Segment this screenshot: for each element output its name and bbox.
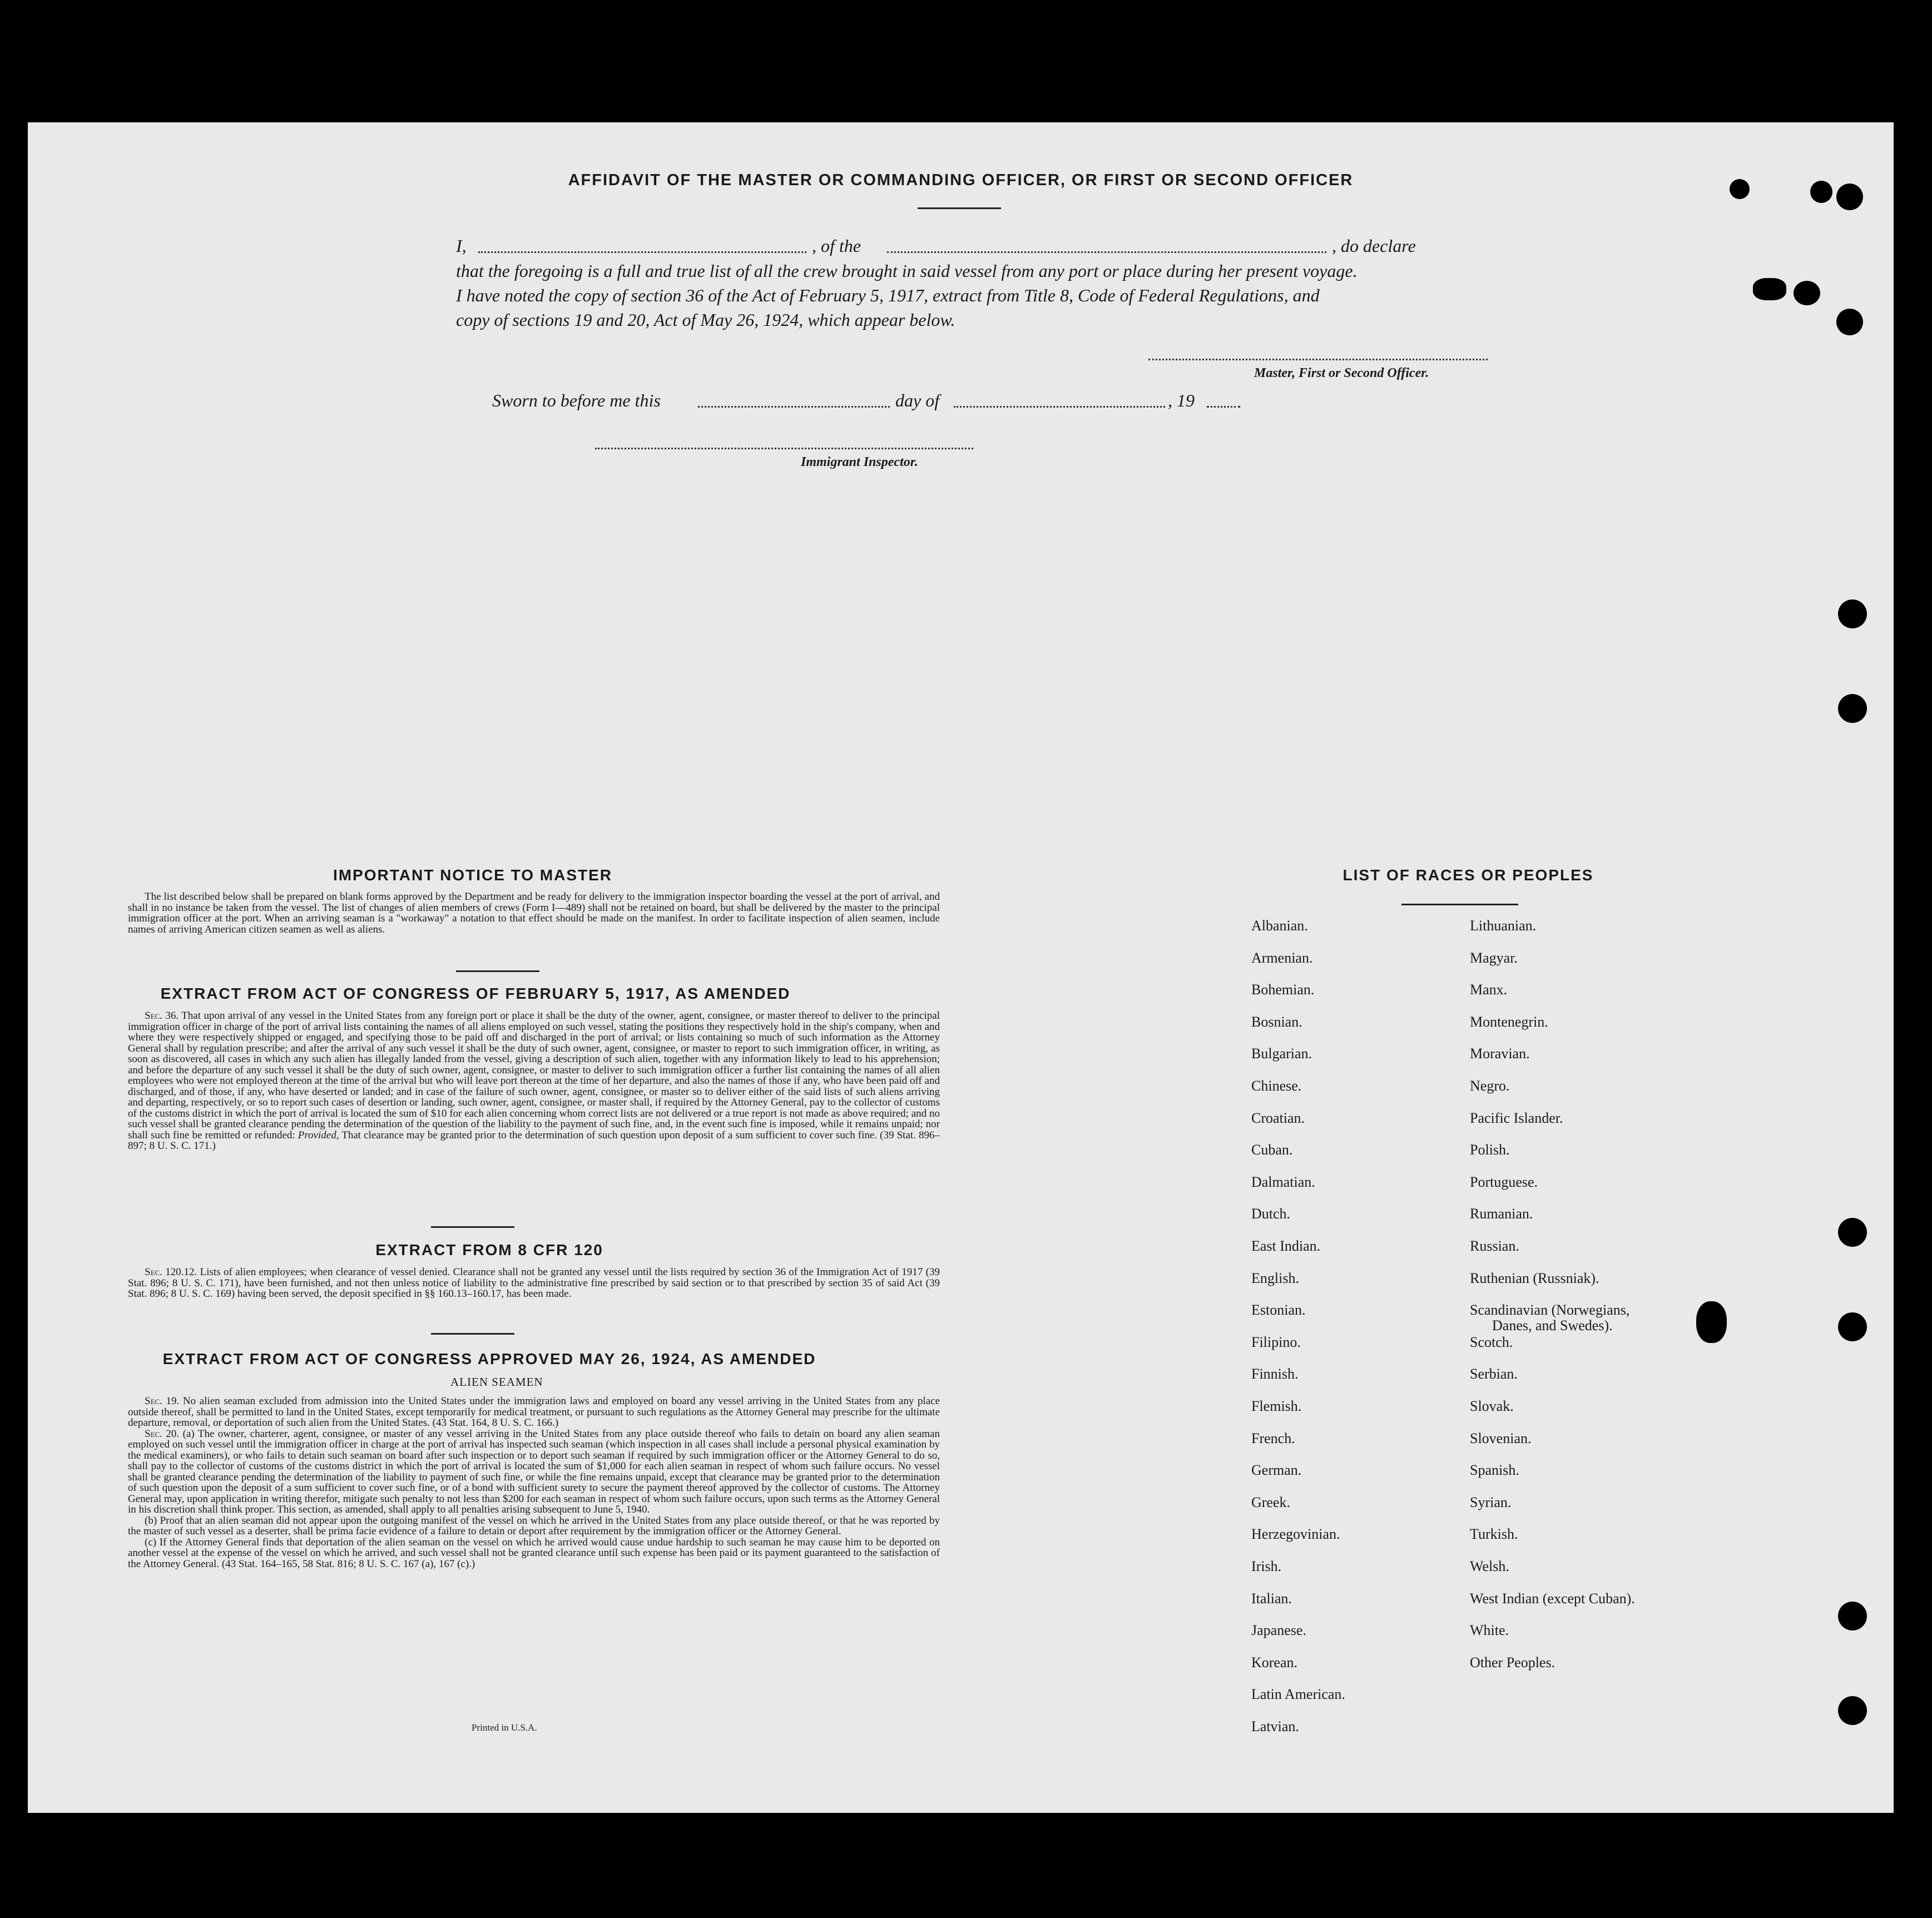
- binder-hole: [1838, 1696, 1867, 1725]
- race-item: Danes, and Swedes).: [1492, 1317, 1613, 1334]
- race-item: Magyar.: [1470, 949, 1518, 966]
- race-item: French.: [1251, 1430, 1295, 1446]
- race-item: Estonian.: [1251, 1302, 1306, 1319]
- race-item: Cuban.: [1251, 1142, 1293, 1158]
- notice-title: IMPORTANT NOTICE TO MASTER: [333, 866, 613, 884]
- binder-hole: [1838, 1218, 1867, 1247]
- race-item: Filipino.: [1251, 1334, 1301, 1350]
- race-item: Serbian.: [1470, 1366, 1518, 1382]
- race-item: Syrian.: [1470, 1494, 1512, 1510]
- race-item: Chinese.: [1251, 1078, 1302, 1094]
- race-item: Dutch.: [1251, 1206, 1291, 1222]
- affidavit-title: AFFIDAVIT OF THE MASTER OR COMMANDING OFFICER, OR FIRST OR SECOND OFFICER: [568, 171, 1354, 189]
- race-item: Irish.: [1251, 1558, 1282, 1574]
- extract-1924-title: EXTRACT FROM ACT OF CONGRESS APPROVED MAY 26, 1924, AS AMENDED: [162, 1350, 816, 1367]
- name-blank[interactable]: [478, 251, 806, 253]
- divider: [456, 970, 539, 972]
- races-title: LIST OF RACES OR PEOPLES: [1343, 866, 1594, 884]
- binder-hole: [1836, 309, 1863, 335]
- race-item: Ruthenian (Russniak).: [1470, 1270, 1599, 1286]
- extract-cfr-title: EXTRACT FROM 8 CFR 120: [375, 1241, 603, 1258]
- race-item: Scandinavian (Norwegians,: [1470, 1302, 1630, 1319]
- race-item: White.: [1470, 1622, 1509, 1639]
- race-item: Turkish.: [1470, 1526, 1518, 1543]
- binder-hole: [1838, 1602, 1867, 1630]
- race-item: Finnish.: [1251, 1366, 1299, 1382]
- race-item: Dalmatian.: [1251, 1173, 1315, 1190]
- inspector-label: Immigrant Inspector.: [801, 455, 918, 469]
- extract-1917-title: EXTRACT FROM ACT OF CONGRESS OF FEBRUARY 5, 1917, AS AMENDED: [160, 985, 791, 1002]
- binder-hole: [1810, 181, 1832, 203]
- race-item: East Indian.: [1251, 1238, 1321, 1254]
- divider: [1401, 904, 1518, 905]
- ink-smudge: [1696, 1301, 1727, 1343]
- master-signature-label: Master, First or Second Officer.: [1254, 366, 1429, 380]
- race-item: Bulgarian.: [1251, 1045, 1312, 1062]
- race-item: Montenegrin.: [1470, 1013, 1548, 1030]
- race-item: Flemish.: [1251, 1398, 1302, 1414]
- extract-cfr-body: Sec. 120.12. Lists of alien employees; when clearance of vessel denied. Clearance shall not be granted any vessel until the lists required by section 36 of the Immigration Act of 1917 (39 Stat. 896; 8 U. S. C. 171), have been furnished, and not then unless notice of liability to the administrative fine prescribed by said section or to that prescribed by section 35 of said Act (39 Stat. 896; 8 U. S. C. 169) having been served, the deposit specified in §§ 160.13–160.17, has been made.: [128, 1266, 940, 1300]
- race-item: Portuguese.: [1470, 1173, 1538, 1190]
- binder-hole: [1730, 179, 1750, 199]
- race-item: Latin American.: [1251, 1686, 1345, 1703]
- race-item: Korean.: [1251, 1654, 1298, 1671]
- race-item: Spanish.: [1470, 1462, 1519, 1479]
- race-item: West Indian (except Cuban).: [1470, 1590, 1635, 1607]
- divider: [918, 207, 1001, 209]
- printed-in-usa: Printed in U.S.A.: [472, 1722, 537, 1733]
- vessel-blank[interactable]: [887, 251, 1326, 253]
- race-item: Latvian.: [1251, 1718, 1299, 1734]
- race-item: Slovak.: [1470, 1398, 1514, 1414]
- race-item: German.: [1251, 1462, 1302, 1479]
- race-item: Croatian.: [1251, 1109, 1305, 1126]
- form-sheet: AFFIDAVIT OF THE MASTER OR COMMANDING OFFICER, OR FIRST OR SECOND OFFICER I, , of the , do declare that the foregoing is a full and true list of all the crew brought in said vessel from any port or place during her present voyage. I have noted the copy of section 36 of the Act of February 5, 1917, extract from Title 8, Code of Federal Regulations, and copy of sections 19 and 20, Act of May 26, 1924, which appear below. Master, First or Second Officer. Sworn to before me this day of , 19 Immigrant Inspector. IMPORTANT NOTICE TO MASTER The list described below shall be prepared on blank forms approved by the Department and be ready for delivery to the immigration inspector boarding the vessel at the port of arrival, and shall in no instance be taken from the vessel. The list of changes of alien members of crews (Form I—489) shall not be retained on board, but shall be delivered by the master to the principal immigration officer at the port. When an arriving seaman is a "workaway" a notation to that effect should be made on the manifest. In order to facilitate inspection of alien seamen, include names of arriving American citizen seamen as well as aliens. EXTRACT FROM ACT OF CONGRESS OF FEBRUARY 5, 1917, AS AMENDED Sec. 36. That upon arrival of any vessel in the United States from any foreign port or place it shall be the duty of the owner, agent, consignee, or master thereof to deliver to the principal immigration officer in charge of the port of arrival lists containing the names of all aliens employed on such vessel, stating the positions they respectively hold in the ship's company, when and where they were respectively shipped or engaged, and specifying those to be paid off and discharged in the port of arrival; or lists containing so much of such information as the Attorney General shall by regulation prescribe; and after the arrival of any such vessel it shall be the duty of such owner, agent, consignee, or master to report to such immigration officer, in writing, as soon as discovered, all cases in which any such alien has illegally landed from the vessel, giving a description of such alien, together with any information likely to lead to his apprehension; and before the departure of any such vessel it shall be the duty of such owner, agent, consignee, or master to deliver to such immigration officer a further list containing the names of all alien employees who were not employed thereon at the time of the arrival but who will leave port thereon at the time of her departure, and also the names of those if any, who have been paid off and discharged, and of those, if any, who have deserted or landed; and in case of the failure of such owner, agent, consignee, or master so to deliver either of the said lists of such aliens arriving and departing, respectively, or so to report such cases of desertion or landing, such owner, agent, consignee, or master shall, if required by the Attorney General, pay to the collector of customs of the customs district in which the port of arrival is located the sum of $10 for each alien concerning whom correct lists are not delivered or a true report is not made as above required; and no such vessel shall be granted clearance pending the determination of the question of the liability to the payment of such fine, and, in the event such fine is imposed, while it remains unpaid; nor shall such fine be remitted or refunded: Provided, That clearance may be granted prior to the determination of such question upon deposit of a sum sufficient to cover such fine. (39 Stat. 896–897; 8 U. S. C. 171.) EXTRACT FROM 8 CFR 120 Sec. 120.12. Lists of alien employees; when clearance of vessel denied. Clearance shall not be granted any vessel until the lists required by section 36 of the Immigration Act of 1917 (39 Stat. 896; 8 U. S. C. 171), have been furnished, and not then unless notice of liability to the administrative fine prescribed by said section or to that prescribed by section 35 of said Act (39 Stat. 896; 8 U. S. C. 169) having been served, the deposit specified in §§ 160.13–160.17, has been made. EXTRACT FROM ACT OF CONGRESS APPROVED MAY 26, 1924, AS AMENDED ALIEN SEAMEN Sec. 19. No alien seaman excluded from admission into the United States under the immigration laws and employed on board any vessel arriving in the United States from any place outside thereof, shall be permitted to land in the United States, except temporarily for medical treatment, or pursuant to such regulations as the Attorney General may prescribe for the ultimate departure, removal, or deportation of such alien from the United States. (43 Stat. 164, 8 U. S. C. 166.) Sec. 20. (a) The owner, charterer, agent, consignee, or master of any vessel arriving in the United States from any place outside thereof who fails to detain on board any alien seaman employed on such vessel until the immigration officer in charge at the port of arrival has inspected such seaman (which inspection in all cases shall include a personal physical examination by the medical examiners), or who fails to detain such seaman on board after such inspection or to deport such seaman if required by such immigration officer or the Attorney General to do so, shall pay to the collector of customs of the customs district in which the port of arrival is located the sum of $1,000 for each alien seaman in respect of whom such failure occurs. No vessel shall be granted clearance pending the determination of the liability to payment of such fine, or while the fine remains unpaid, except that clearance may be granted prior to the determination of such question upon the deposit of a sum sufficient to cover such fine, or of a bond with sufficient surety to secure the payment thereof approved by the collector of customs. The Attorney General may, upon application in writing therefor, mitigate such penalty to not less than $200 for each seaman in respect of whom such failure occurs, upon such terms as the Attorney General in his discretion shall think proper. This section, as amended, shall apply to all penalties arising subsequent to June 5, 1940. (b) Proof that an alien seaman did not appear upon the outgoing manifest of the vessel on which he arrived in the United States from any place outside thereof, or that he was reported by the master of such vessel as a deserter, shall be prima facie evidence of a failure to detain or deport after requirement by the immigration officer or the Attorney General. (c) If the Attorney General finds that deportation of the alien seaman on the vessel on which he arrived would cause undue hardship to such seaman he may cause him to be deported on another vessel at the expense of the vessel on which he arrived, and such vessel shall not be granted clearance until such expense has been paid or its payment guaranteed to the satisfaction of the Attorney General. (43 Stat. 164–165, 58 Stat. 816; 8 U. S. C. 167 (a), 167 (c).) Printed in U.S.A. LIST OF RACES OR PEOPLES Albanian. Armenian. Bohemian. Bosnian. Bulgarian. Chinese. Croatian. Cuban. Dalmatian. Dutch. East Indian. English. Estonian. Filipino. Finnish. Flemish. French. German. Greek. Herzegovinian. Irish. Italian. Japanese. Korean. Latin American. Latvian. Lithuanian. Magyar. Manx. Montenegrin. Moravian. Negro. Pacific Islander. Polish. Portuguese. Rumanian. Russian. Ruthenian (Russniak). Scandinavian (Norwegians, Danes, and Swedes). Scotch. Serbian. Slovak. Slovenian. Spanish. Syrian. Turkish. Welsh. West Indian (except Cuban). White. Other Peoples.: [28, 122, 1894, 1813]
- race-item: Scotch.: [1470, 1334, 1513, 1350]
- race-item: Russian.: [1470, 1238, 1519, 1254]
- race-item: Negro.: [1470, 1078, 1510, 1094]
- race-item: Bosnian.: [1251, 1013, 1302, 1030]
- divider: [431, 1333, 514, 1335]
- race-item: Manx.: [1470, 982, 1508, 998]
- race-item: Greek.: [1251, 1494, 1291, 1510]
- sworn-month-blank[interactable]: [954, 406, 1165, 408]
- binder-hole: [1838, 599, 1867, 628]
- sworn-year-blank[interactable]: [1207, 406, 1240, 408]
- inspector-signature-line[interactable]: [595, 448, 973, 449]
- extract-1924-subtitle: ALIEN SEAMEN: [450, 1375, 543, 1389]
- race-item: Bohemian.: [1251, 982, 1315, 998]
- ink-smudge: [1753, 278, 1786, 300]
- race-item: Moravian.: [1470, 1045, 1530, 1062]
- race-item: Armenian.: [1251, 949, 1313, 966]
- race-item: Italian.: [1251, 1590, 1292, 1607]
- race-item: Polish.: [1470, 1142, 1510, 1158]
- race-item: Welsh.: [1470, 1558, 1509, 1574]
- race-item: Pacific Islander.: [1470, 1109, 1563, 1126]
- master-signature-line[interactable]: [1148, 359, 1488, 360]
- sworn-day-blank[interactable]: [698, 406, 890, 408]
- divider: [431, 1226, 514, 1228]
- race-item: English.: [1251, 1270, 1299, 1286]
- notice-body: The list described below shall be prepared on blank forms approved by the Department and be ready for delivery to the immigration inspector boarding the vessel at the port of arrival, and shall in no instance be taken from the vessel. The list of changes of alien members of crews (Form I—489) shall not be retained on board, but shall be delivered by the master to the principal immigration officer at the port. When an arriving seaman is a "workaway" a notation to that effect should be made on the manifest. In order to facilitate inspection of alien seamen, include names of arriving American citizen seamen as well as aliens.: [128, 891, 940, 935]
- race-item: Albanian.: [1251, 918, 1308, 934]
- extract-1917-body: Sec. 36. That upon arrival of any vessel in the United States from any foreign port or place it shall be the duty of the owner, agent, consignee, or master thereof to deliver to the principal immigration officer in charge of the port of arrival lists containing the names of all aliens employed on such vessel, stating the positions they respectively hold in the ship's company, when and where they were respectively shipped or engaged, and specifying those to be paid off and discharged in the port of arrival; or lists containing so much of such information as the Attorney General shall by regulation prescribe; and after the arrival of any such vessel it shall be the duty of such owner, agent, consignee, or master to report to such immigration officer, in writing, as soon as discovered, all cases in which any such alien has illegally landed from the vessel, giving a description of such alien, together with any information likely to lead to his apprehension; and before the departure of any such vessel it shall be the duty of such owner, agent, consignee, or master to deliver to such immigration officer a further list containing the names of all alien employees who were not employed thereon at the time of the arrival but who will leave port thereon at the time of her departure, and also the names of those if any, who have been paid off and discharged, and of those, if any, who have deserted or landed; and in case of the failure of such owner, agent, consignee, or master so to deliver either of the said lists of such aliens arriving and departing, respectively, or so to report such cases of desertion or landing, such owner, agent, consignee, or master shall, if required by the Attorney General, pay to the collector of customs of the customs district in which the port of arrival is located the sum of $10 for each alien concerning whom correct lists are not delivered or a true report is not made as above required; and no such vessel shall be granted clearance pending the determination of the question of the liability to the payment of such fine, and, in the event such fine is imposed, while it remains unpaid; nor shall such fine be remitted or refunded: Provided, That clearance may be granted prior to the determination of such question upon deposit of a sum sufficient to cover such fine. (39 Stat. 896–897; 8 U. S. C. 171.): [128, 1010, 940, 1152]
- race-item: Herzegovinian.: [1251, 1526, 1340, 1543]
- extract-1924-body: Sec. 19. No alien seaman excluded from admission into the United States under the immigration laws and employed on board any vessel arriving in the United States from any place outside thereof, shall be permitted to land in the United States, except temporarily for medical treatment, or pursuant to such regulations as the Attorney General may prescribe for the ultimate departure, removal, or deportation of such alien from the United States. (43 Stat. 164, 8 U. S. C. 166.) Sec. 20. (a) The owner, charterer, agent, consignee, or master of any vessel arriving in the United States from any place outside thereof who fails to detain on board any alien seaman employed on such vessel until the immigration officer in charge at the port of arrival has inspected such seaman (which inspection in all cases shall include a personal physical examination by the medical examiners), or who fails to detain such seaman on board after such inspection or to deport such seaman if required by such immigration officer or the Attorney General to do so, shall pay to the collector of customs of the customs district in which the port of arrival is located the sum of $1,000 for each alien seaman in respect of whom such failure occurs. No vessel shall be granted clearance pending the determination of the liability to payment of such fine, or while the fine remains unpaid, except that clearance may be granted prior to the determination of such question upon the deposit of a sum sufficient to cover such fine, or of a bond with sufficient surety to secure the payment thereof approved by the collector of customs. The Attorney General may, upon application in writing therefor, mitigate such penalty to not less than $200 for each seaman in respect of whom such failure occurs, upon such terms as the Attorney General in his discretion shall think proper. This section, as amended, shall apply to all penalties arising subsequent to June 5, 1940. (b) Proof that an alien seaman did not appear upon the outgoing manifest of the vessel on which he arrived in the United States from any place outside thereof, or that he was reported by the master of such vessel as a deserter, shall be prima facie evidence of a failure to detain or deport after requirement by the immigration officer or the Attorney General. (c) If the Attorney General finds that deportation of the alien seaman on the vessel on which he arrived would cause undue hardship to such seaman he may cause him to be deported on another vessel at the expense of the vessel on which he arrived, and such vessel shall not be granted clearance until such expense has been paid or its payment guaranteed to the satisfaction of the Attorney General. (43 Stat. 164–165, 58 Stat. 816; 8 U. S. C. 167 (a), 167 (c).): [128, 1395, 940, 1570]
- declaration-line-2: that the foregoing is a full and true list of all the crew brought in said vessel from any port or place during her present voyage.: [456, 261, 1358, 281]
- race-item: Slovenian.: [1470, 1430, 1532, 1446]
- race-item: Japanese.: [1251, 1622, 1306, 1639]
- binder-hole: [1836, 184, 1863, 210]
- declaration-line-4: copy of sections 19 and 20, Act of May 26, 1924, which appear below.: [456, 310, 955, 330]
- ink-smudge: [1794, 281, 1820, 305]
- race-item: Lithuanian.: [1470, 918, 1537, 934]
- race-item: Other Peoples.: [1470, 1654, 1555, 1671]
- binder-hole: [1838, 694, 1867, 723]
- declaration-line-3: I have noted the copy of section 36 of the Act of February 5, 1917, extract from Title 8, Code of Federal Regulations, and: [456, 285, 1320, 305]
- binder-hole: [1838, 1312, 1867, 1341]
- race-item: Rumanian.: [1470, 1206, 1533, 1222]
